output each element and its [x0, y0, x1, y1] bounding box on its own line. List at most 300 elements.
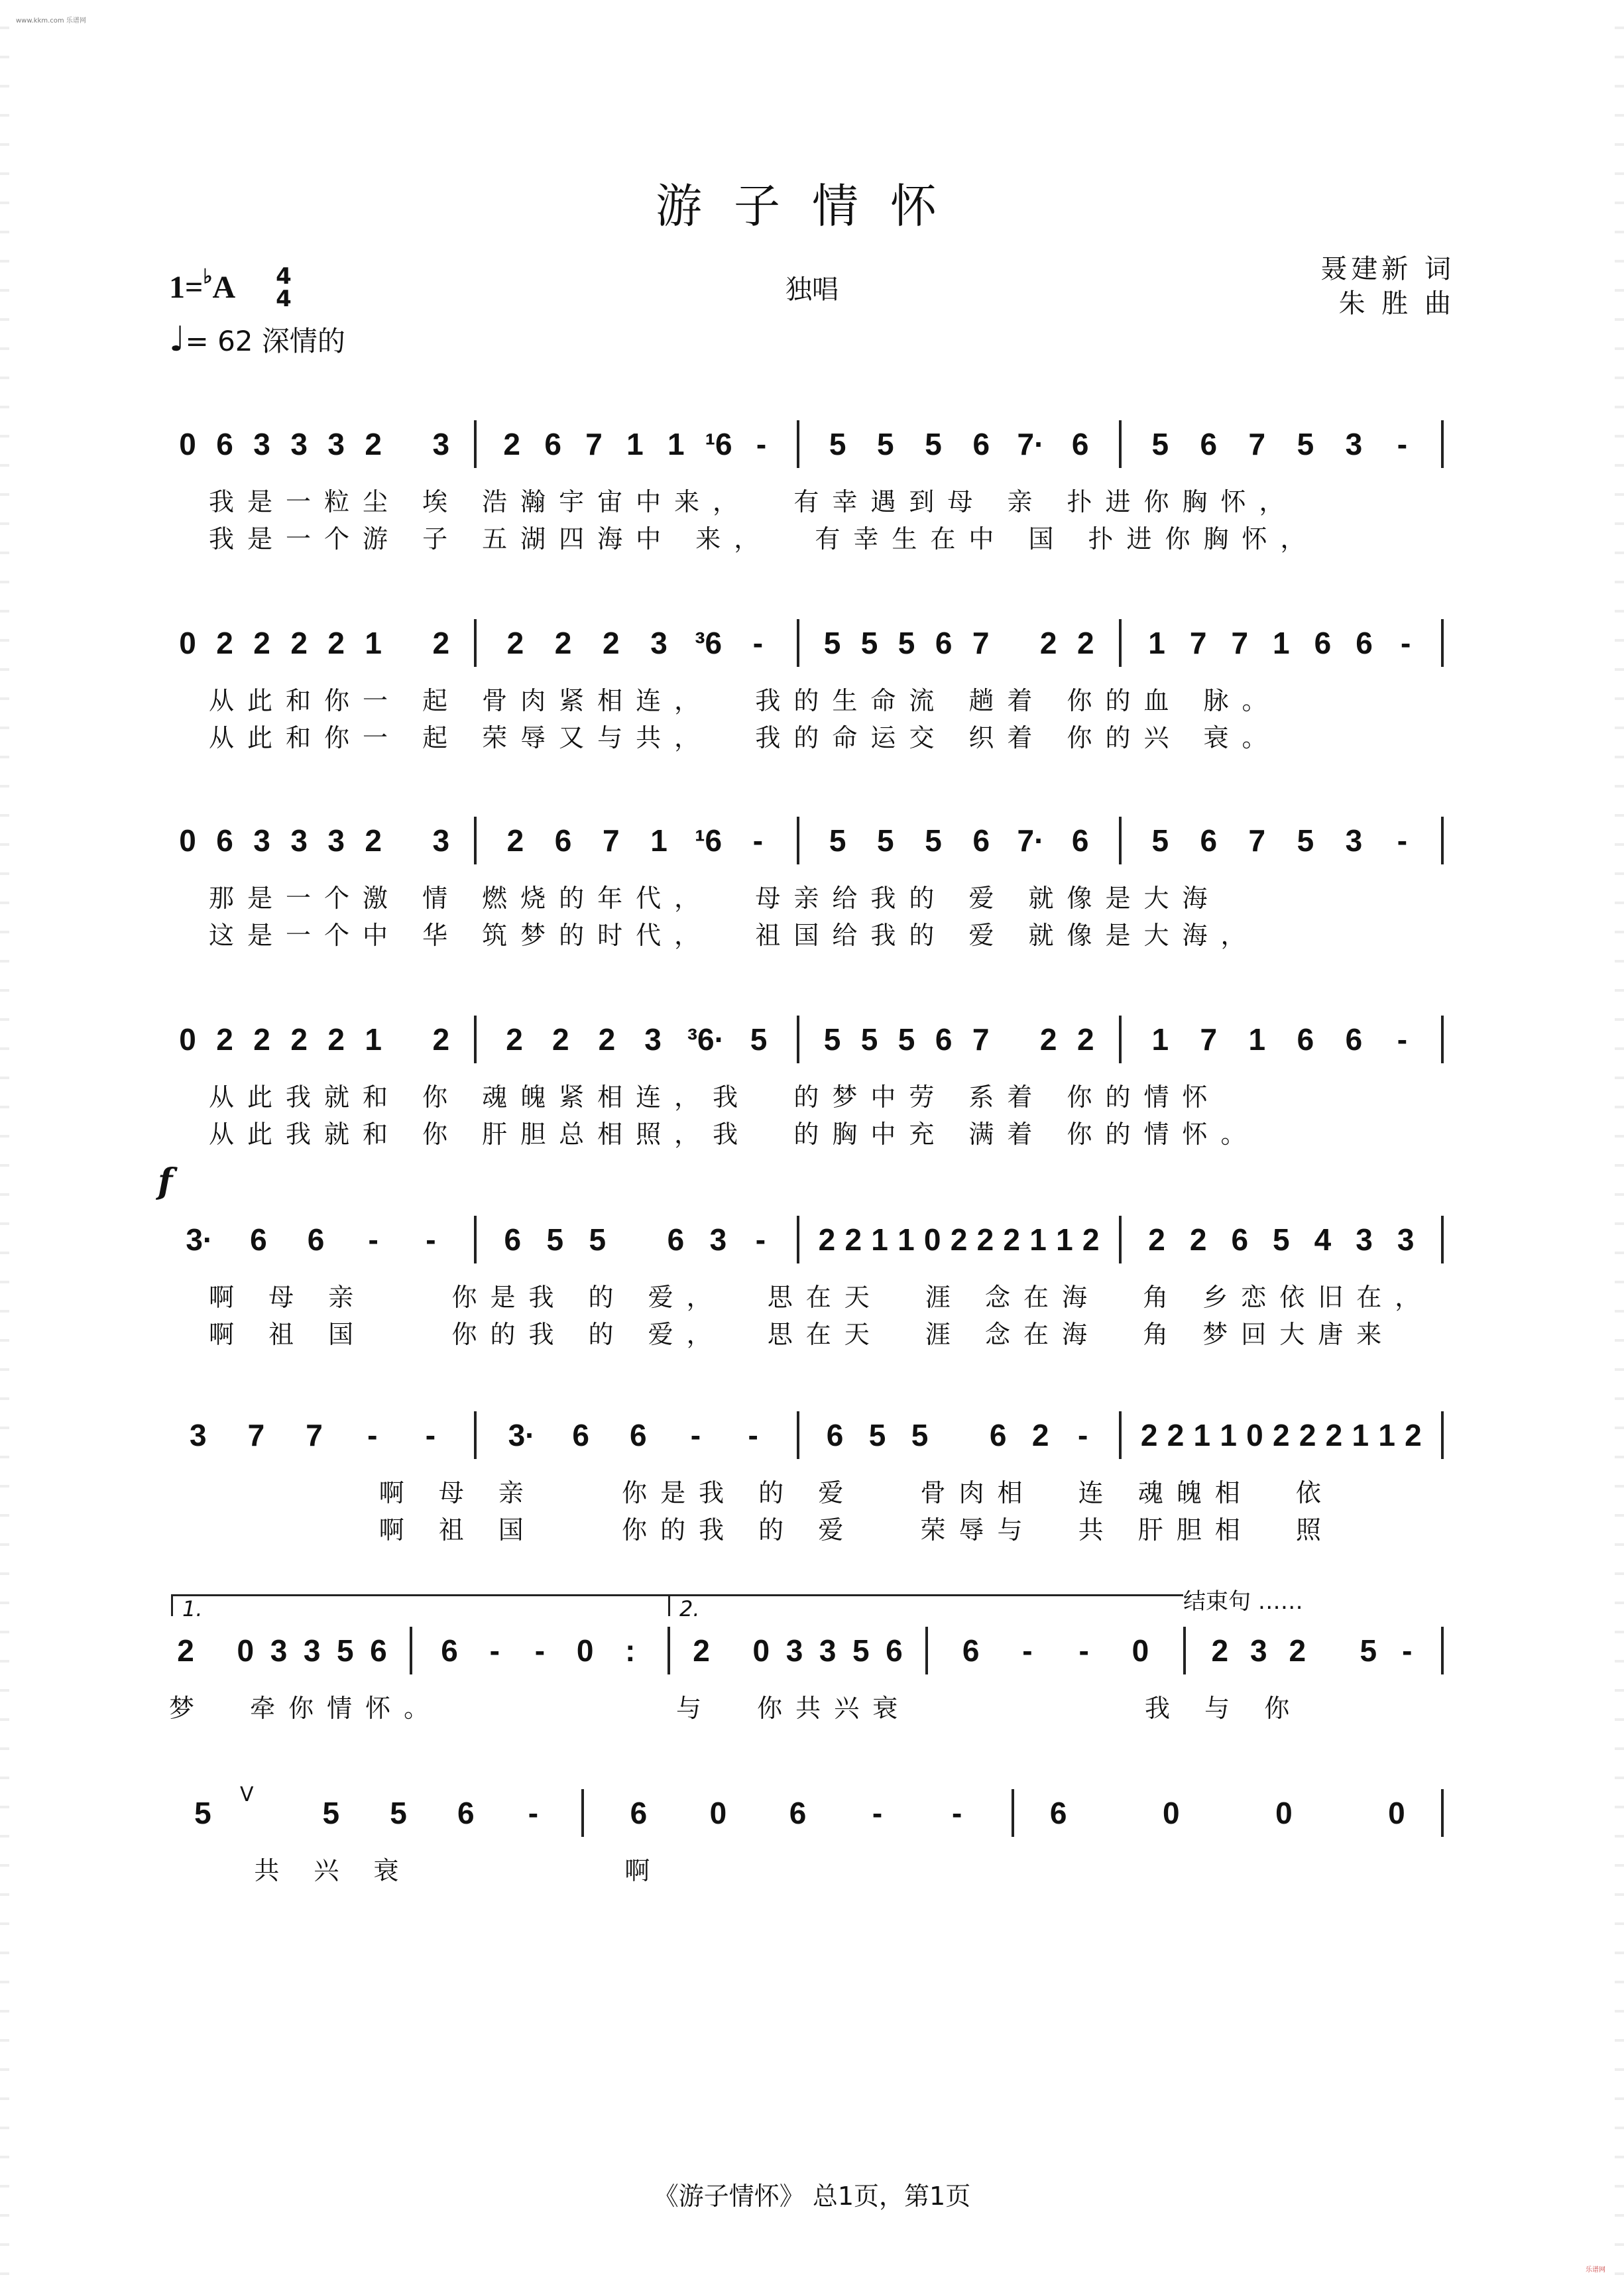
note: - — [1402, 1633, 1413, 1668]
note: 5 — [194, 1796, 211, 1830]
left-border — [0, 0, 9, 2283]
barline — [797, 1216, 799, 1263]
note: 0 — [1131, 1633, 1149, 1668]
measure — [169, 625, 459, 661]
note: 3 — [709, 1222, 727, 1257]
note: 5 — [823, 626, 841, 660]
note: 1 — [365, 1022, 382, 1057]
note: - — [368, 1222, 378, 1257]
note: 4 — [1314, 1222, 1332, 1257]
note: 6 — [935, 626, 953, 660]
note: 3· — [508, 1418, 536, 1452]
barline — [797, 420, 799, 468]
note: 5 — [877, 427, 894, 461]
note: 1 — [1352, 1418, 1369, 1452]
note: 6 — [1345, 1022, 1363, 1057]
barline — [1441, 420, 1444, 468]
note: 2 — [1299, 1418, 1316, 1452]
note: 2 — [1039, 626, 1057, 660]
notation-line — [169, 1793, 1458, 1833]
measure — [1029, 1795, 1426, 1831]
note: 5 — [336, 1633, 354, 1668]
note: - — [528, 1796, 539, 1830]
barline — [797, 817, 799, 864]
measure — [491, 1222, 782, 1258]
note: 0 — [1388, 1796, 1405, 1830]
measure — [169, 1417, 459, 1453]
credits — [1320, 252, 1455, 321]
performance-type: 独唱 — [785, 274, 839, 305]
note: 3 — [190, 1418, 207, 1452]
note: 7 — [972, 1022, 990, 1057]
lyricist: 聂建新 词 — [1320, 254, 1455, 284]
measure — [1136, 625, 1426, 661]
note: 5 — [868, 1418, 886, 1452]
note: 1 — [1378, 1418, 1395, 1452]
note: - — [872, 1796, 883, 1830]
note: 2 — [1211, 1633, 1229, 1668]
measure — [169, 426, 459, 462]
lyric-line: 共 兴 衰 啊 — [169, 1856, 664, 1885]
note: - — [1400, 626, 1411, 660]
note: 1 — [667, 427, 685, 461]
lyric-line: 从此我就和 你 肝胆总相照，我 的胸中充 满着 你的情怀。 — [209, 1120, 1259, 1149]
barline — [474, 420, 477, 468]
measure — [814, 1417, 1104, 1453]
notation-line — [169, 821, 1458, 860]
note: ³6· — [687, 1022, 725, 1057]
note: 0 — [752, 1633, 770, 1668]
measure — [169, 1795, 567, 1831]
note: - — [534, 1633, 546, 1668]
note: 3 — [432, 823, 450, 858]
note: 0 — [179, 626, 196, 660]
note: 2 — [554, 626, 572, 660]
measure — [491, 625, 782, 661]
note: 7 — [306, 1418, 323, 1452]
barline — [1441, 619, 1444, 667]
note: 3 — [290, 427, 308, 461]
note: 6 — [1231, 1222, 1249, 1257]
note: 5 — [860, 1022, 878, 1057]
note: 3 — [1397, 1222, 1415, 1257]
note: - — [1078, 1418, 1088, 1452]
note: 5 — [750, 1022, 768, 1057]
note: 6 — [630, 1796, 648, 1830]
measure — [491, 426, 782, 462]
lyric-line: 我是一个游 子 五湖四海中 来， 有幸生在中 国 扑进你胸怀， — [209, 524, 1319, 554]
note: 0 — [923, 1222, 941, 1257]
note: 7· — [1017, 823, 1045, 858]
note: 2 — [551, 1022, 569, 1057]
lyric-line: 啊 母 亲 你是我 的 爱， 思在天 涯 念在海 角 乡恋依旧在， — [209, 1283, 1434, 1312]
note: 5 — [829, 823, 846, 858]
note: 5 — [322, 1796, 340, 1830]
note: - — [1022, 1633, 1033, 1668]
notation-line — [169, 1020, 1458, 1059]
barline — [474, 1216, 477, 1263]
barline — [1441, 1411, 1444, 1459]
note: 6 — [1200, 823, 1218, 858]
note: 6 — [554, 823, 572, 858]
lyric-line: 啊 祖 国 你的我 的 爱， 思在天 涯 念在海 角 梦回大唐来 — [209, 1320, 1395, 1349]
note: 7 — [1248, 427, 1266, 461]
measure — [491, 823, 782, 858]
note: 6 — [667, 1222, 685, 1257]
volta-second: 2. — [668, 1594, 1183, 1616]
note: 2 — [506, 823, 524, 858]
note: 3 — [1345, 427, 1363, 461]
note: 5 — [898, 626, 915, 660]
lyric-line: 梦 牵你情怀。 与 你共兴衰 我 与 你 — [169, 1694, 1303, 1723]
note: 3 — [303, 1633, 321, 1668]
note: 3 — [1249, 1633, 1267, 1668]
barline — [1012, 1789, 1014, 1837]
note: ¹6 — [695, 823, 723, 858]
measure — [1136, 1022, 1426, 1057]
note: 2 — [1031, 1418, 1049, 1452]
measure — [1136, 1222, 1426, 1258]
breath-mark: V — [240, 1783, 254, 1806]
note: 2 — [1076, 626, 1094, 660]
quarter-note-icon: ♩ — [169, 320, 186, 359]
note: 3· — [186, 1222, 213, 1257]
note: 3 — [785, 1633, 803, 1668]
note: 5 — [925, 823, 942, 858]
note: 6 — [1071, 427, 1089, 461]
note: 3 — [644, 1022, 662, 1057]
measure — [1136, 1417, 1426, 1453]
note: 7 — [972, 626, 990, 660]
measure — [943, 1633, 1169, 1668]
note: 2 — [253, 1022, 270, 1057]
note: 2 — [327, 626, 345, 660]
dynamic-marking: f — [158, 1161, 173, 1202]
note: 5 — [390, 1796, 407, 1830]
note: - — [425, 1418, 436, 1452]
lyric-line: 我是一粒尘 埃 浩瀚宇宙中来， 有幸遇到母 亲 扑进你胸怀， — [209, 487, 1298, 516]
measure — [169, 1633, 395, 1668]
note: 0 — [1162, 1796, 1180, 1830]
lyric-line: 啊 母 亲 你是我 的 爱 骨肉相 连 魂魄相 依 — [209, 1478, 1334, 1507]
note: 2 — [598, 1022, 616, 1057]
note: 6 — [826, 1418, 844, 1452]
measure — [169, 1022, 459, 1057]
measure — [1136, 426, 1426, 462]
note: 2 — [1167, 1418, 1185, 1452]
note: 0 — [1246, 1418, 1263, 1452]
note: 2 — [253, 626, 270, 660]
barline — [474, 1411, 477, 1459]
ending-label: 结束句 …… — [1183, 1588, 1303, 1615]
note: 6 — [216, 823, 233, 858]
note: 0 — [179, 427, 196, 461]
note: 6 — [250, 1222, 267, 1257]
note: 3 — [253, 823, 270, 858]
note: 5 — [1297, 427, 1314, 461]
lyric-line: 啊 祖 国 你的我 的 爱 荣辱与 共 肝胆相 照 — [209, 1515, 1334, 1545]
note: 5 — [1151, 823, 1169, 858]
note: - — [489, 1633, 500, 1668]
note: 3 — [432, 427, 450, 461]
note: 2 — [506, 626, 524, 660]
note: 0 — [237, 1633, 255, 1668]
note: 0 — [709, 1796, 727, 1830]
barline — [797, 1016, 799, 1063]
note: 2 — [1148, 1222, 1165, 1257]
barline — [1441, 1789, 1444, 1837]
measure — [814, 1022, 1104, 1057]
measure — [814, 426, 1104, 462]
note: 3 — [1345, 823, 1363, 858]
note: 0 — [179, 1022, 196, 1057]
note: 6 — [962, 1633, 980, 1668]
note: - — [756, 427, 767, 461]
note: 5 — [925, 427, 942, 461]
note: 2 — [432, 1022, 450, 1057]
note: 3 — [270, 1633, 288, 1668]
note: 6 — [307, 1222, 325, 1257]
note: 2 — [365, 823, 382, 858]
barline — [1119, 619, 1122, 667]
measure — [1136, 823, 1426, 858]
note: 5 — [860, 626, 878, 660]
note: - — [752, 626, 764, 660]
note: 2 — [976, 1222, 994, 1257]
time-signature: 4 4 — [276, 263, 292, 312]
note: 1 — [1151, 1022, 1169, 1057]
note: 3 — [327, 427, 345, 461]
note: 0 — [179, 823, 196, 858]
note: 7 — [1200, 1022, 1218, 1057]
barline — [474, 1016, 477, 1063]
note: 1 — [1220, 1418, 1237, 1452]
measure — [427, 1633, 653, 1668]
note: 5 — [589, 1222, 607, 1257]
note: 7· — [1017, 427, 1045, 461]
note: 2 — [1405, 1418, 1422, 1452]
note: 2 — [1039, 1022, 1057, 1057]
barline — [1441, 1016, 1444, 1063]
note: 1 — [1248, 1022, 1266, 1057]
note: 6 — [972, 427, 990, 461]
note: 7 — [1231, 626, 1249, 660]
site-watermark-top: www.kkm.com 乐谱网 — [16, 17, 86, 25]
notation-line — [169, 1220, 1458, 1259]
note: 3 — [290, 823, 308, 858]
note: 1 — [1056, 1222, 1073, 1257]
lyric-line: 从此和你一 起 荣辱又与共， 我的命运交 织着 你的兴 衰。 — [209, 723, 1281, 752]
note: 5 — [1360, 1633, 1377, 1668]
note: ³6 — [695, 626, 723, 660]
note: 2 — [1273, 1418, 1290, 1452]
note: 1 — [1273, 626, 1290, 660]
note: - — [1397, 823, 1408, 858]
notation-line — [169, 1415, 1458, 1455]
note: 6 — [441, 1633, 458, 1668]
note: 1 — [626, 427, 644, 461]
barline — [1183, 1627, 1186, 1674]
barline — [581, 1789, 584, 1837]
note: ¹6 — [705, 427, 732, 461]
barline — [925, 1627, 928, 1674]
barline — [1119, 1411, 1122, 1459]
note: 2 — [844, 1222, 862, 1257]
measure — [491, 1417, 782, 1453]
note: - — [426, 1222, 436, 1257]
note: 7 — [1248, 823, 1266, 858]
note: 1 — [650, 823, 667, 858]
barline — [797, 619, 799, 667]
note: 5 — [1297, 823, 1314, 858]
note: 5 — [852, 1633, 870, 1668]
note: 1 — [898, 1222, 915, 1257]
note: 6 — [972, 823, 990, 858]
note: 2 — [290, 626, 308, 660]
measure — [814, 1222, 1104, 1258]
note: 6 — [886, 1633, 903, 1668]
note: 6 — [504, 1222, 522, 1257]
note: 6 — [989, 1418, 1007, 1452]
note: 3 — [327, 823, 345, 858]
barline — [1119, 420, 1122, 468]
note: 6 — [457, 1796, 475, 1830]
note: 5 — [823, 1022, 841, 1057]
note: 2 — [506, 1022, 523, 1057]
note: 6 — [216, 427, 233, 461]
note: 2 — [1076, 1022, 1094, 1057]
score-title: 游子情怀 — [656, 179, 968, 233]
note: 3 — [650, 626, 667, 660]
note: 2 — [1140, 1418, 1158, 1452]
barline — [474, 619, 477, 667]
barline — [1441, 1216, 1444, 1263]
note: 2 — [177, 1633, 194, 1668]
note: 2 — [1003, 1222, 1020, 1257]
site-watermark-bottom: 乐谱网 — [1586, 2266, 1605, 2274]
note: 6 — [935, 1022, 953, 1057]
notation-line — [169, 424, 1458, 464]
note: 6 — [1314, 626, 1332, 660]
note: 1 — [871, 1222, 888, 1257]
note: 6 — [544, 427, 561, 461]
note: - — [951, 1796, 962, 1830]
note: 6 — [1200, 427, 1218, 461]
note: 5 — [877, 823, 894, 858]
note: 1 — [1193, 1418, 1211, 1452]
lyric-line: 从此我就和 你 魂魄紧相连，我 的梦中劳 系着 你的情怀 — [209, 1083, 1221, 1112]
note: 7 — [247, 1418, 265, 1452]
note: 0 — [576, 1633, 594, 1668]
note: 2 — [365, 427, 382, 461]
note: - — [1397, 427, 1408, 461]
barline — [474, 817, 477, 864]
note: 2 — [216, 1022, 233, 1057]
note: 6 — [572, 1418, 589, 1452]
note: 7 — [603, 823, 620, 858]
note: 5 — [1151, 427, 1169, 461]
note: 7 — [1189, 626, 1207, 660]
barline — [667, 1627, 670, 1674]
note: 2 — [1189, 1222, 1207, 1257]
note: : — [625, 1633, 636, 1668]
note: 2 — [432, 626, 450, 660]
note: 5 — [898, 1022, 915, 1057]
note: 5 — [911, 1418, 929, 1452]
note: 2 — [216, 626, 233, 660]
note: - — [1078, 1633, 1089, 1668]
note: 0 — [1275, 1796, 1293, 1830]
lyric-line: 这是一个中 华 筑梦的时代， 祖国给我的 爱 就像是大海， — [209, 921, 1259, 950]
note: 1 — [1148, 626, 1165, 660]
barline — [1441, 817, 1444, 864]
note: 5 — [546, 1222, 564, 1257]
note: 5 — [829, 427, 846, 461]
note: 2 — [950, 1222, 968, 1257]
notation-line — [169, 623, 1458, 663]
composer: 朱 胜 曲 — [1338, 288, 1455, 319]
note: 1 — [1029, 1222, 1047, 1257]
note: 6 — [370, 1633, 387, 1668]
barline — [1119, 817, 1122, 864]
note: 3 — [819, 1633, 837, 1668]
measure — [685, 1633, 911, 1668]
barline — [410, 1627, 412, 1674]
tempo-marking: ♩= 62 深情的 — [169, 320, 345, 359]
note: - — [690, 1418, 701, 1452]
measure — [169, 1222, 459, 1258]
lyric-line: 从此和你一 起 骨肉紧相连， 我的生命流 趟着 你的血 脉。 — [209, 686, 1281, 715]
note: 3 — [253, 427, 270, 461]
key-signature: 1=♭A — [169, 266, 236, 305]
measure — [599, 1795, 996, 1831]
note: 2 — [503, 427, 520, 461]
note: 2 — [1289, 1633, 1306, 1668]
note: - — [752, 823, 764, 858]
note: 6 — [1049, 1796, 1067, 1830]
barline — [1441, 1627, 1444, 1674]
note: 3 — [1356, 1222, 1373, 1257]
note: 2 — [603, 626, 620, 660]
note: 2 — [1082, 1222, 1100, 1257]
barline — [797, 1411, 799, 1459]
note: 6 — [1356, 626, 1373, 660]
note: 2 — [818, 1222, 836, 1257]
notation-line — [169, 1631, 1458, 1670]
measure — [814, 823, 1104, 858]
note: 6 — [630, 1418, 647, 1452]
note: - — [1397, 1022, 1408, 1057]
barline — [1119, 1016, 1122, 1063]
note: 2 — [1325, 1418, 1343, 1452]
measure — [169, 823, 459, 858]
note: 2 — [290, 1022, 308, 1057]
note: 6 — [1297, 1022, 1314, 1057]
page-footer: 《游子情怀》 总1页，第1页 — [653, 2182, 971, 2211]
measure — [814, 625, 1104, 661]
note: 5 — [1273, 1222, 1290, 1257]
note: - — [755, 1222, 766, 1257]
note: 6 — [789, 1796, 807, 1830]
right-border — [1615, 0, 1624, 2283]
note: - — [367, 1418, 378, 1452]
note: 7 — [585, 427, 603, 461]
lyric-line: 那是一个激 情 燃烧的年代， 母亲给我的 爱 就像是大海 — [209, 884, 1221, 913]
barline — [1119, 1216, 1122, 1263]
volta-first: 1. — [171, 1594, 669, 1616]
note: 2 — [327, 1022, 345, 1057]
note: 1 — [365, 626, 382, 660]
